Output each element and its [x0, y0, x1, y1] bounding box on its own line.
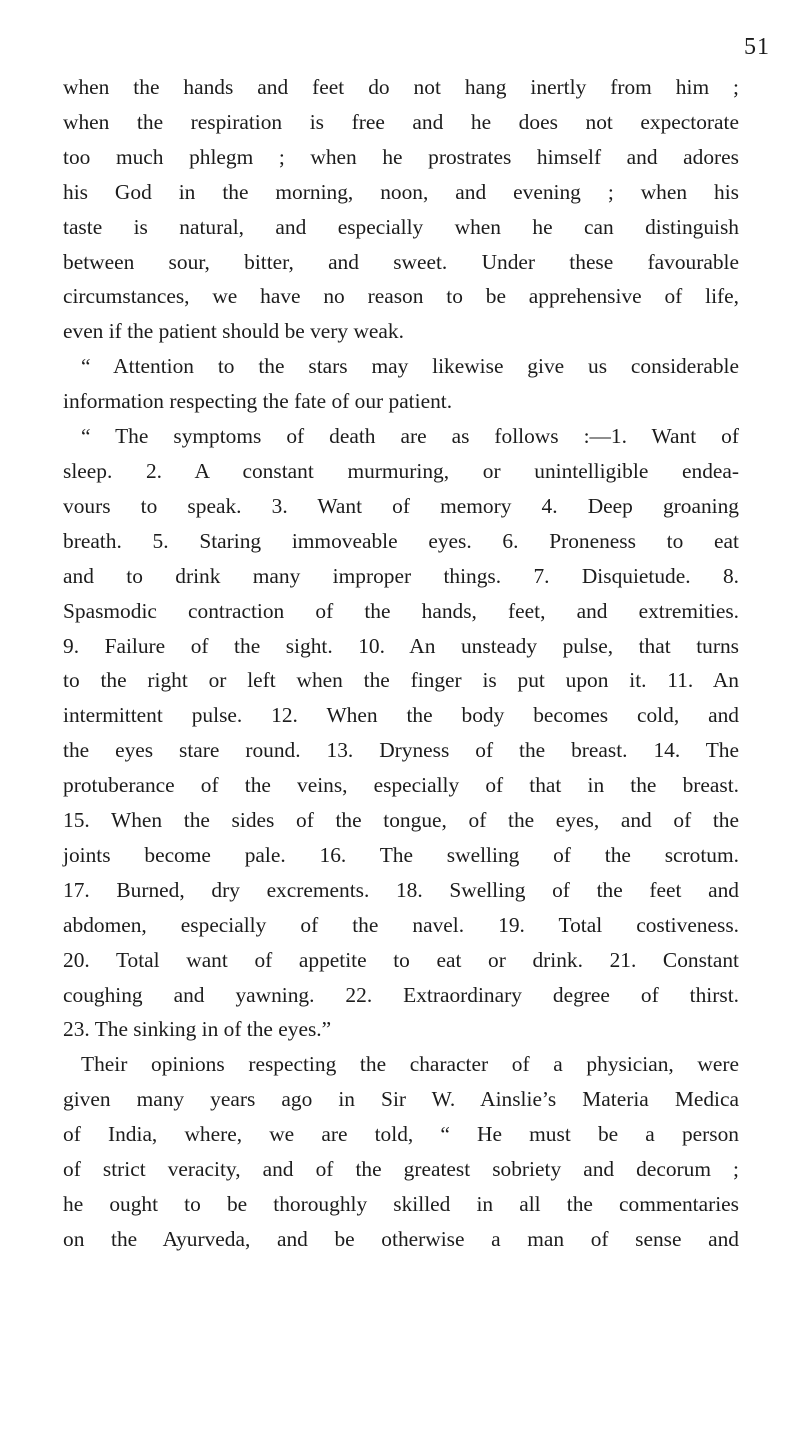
body-text	[63, 70, 739, 1257]
page-number: 51	[744, 34, 770, 60]
text-line: joints become pale. 16. The swelling of the scrotum.	[63, 842, 739, 867]
text-line: too much phlegm ; when he prostrates himself and adores	[63, 144, 739, 169]
text-line: “ Attention to the stars may likewise give us considerable	[81, 354, 739, 379]
text-line: even if the patient should be very weak.	[63, 319, 404, 344]
text-line: breath. 5. Staring immoveable eyes. 6. Proneness to eat	[63, 528, 739, 553]
text-line: on the Ayurveda, and be otherwise a man of sense and	[63, 1226, 739, 1251]
text-line: taste is natural, and especially when he can distinguish	[63, 214, 739, 239]
text-line: to the right or left when the finger is put upon it. 11. An	[63, 668, 739, 693]
text-line: 23. The sinking in of the eyes.”	[63, 1017, 332, 1042]
text-line: intermittent pulse. 12. When the body becomes cold, and	[63, 703, 739, 728]
text-line: he ought to be thoroughly skilled in all the commentaries	[63, 1192, 739, 1216]
text-line: of strict veracity, and of the greatest sobriety and decorum ;	[63, 1157, 739, 1182]
text-line: 17. Burned, dry excrements. 18. Swelling of the feet and	[63, 877, 739, 902]
text-line: and to drink many improper things. 7. Disquietude. 8.	[63, 563, 739, 588]
text-line: Their opinions respecting the character of a physician, were	[81, 1052, 739, 1077]
text-line: when the hands and feet do not hang inertly from him ;	[63, 75, 739, 99]
text-line: when the respiration is free and he does not expectorate	[63, 109, 739, 134]
text-line: of India, where, we are told, “ He must be a person	[63, 1122, 739, 1147]
text-line: between sour, bitter, and sweet. Under these favourable	[63, 249, 739, 274]
text-line: sleep. 2. A constant murmuring, or unintelligible endea-	[63, 458, 739, 483]
text-line: his God in the morning, noon, and evening ; when his	[63, 179, 739, 204]
text-line: given many years ago in Sir W. Ainslie’s Materia Medica	[63, 1087, 739, 1112]
text-line: Spasmodic contraction of the hands, feet, and extremities.	[63, 598, 739, 623]
text-line: coughing and yawning. 22. Extraordinary degree of thirst.	[63, 982, 739, 1007]
text-line: 9. Failure of the sight. 10. An unsteady pulse, that turns	[63, 633, 739, 658]
text-line: the eyes stare round. 13. Dryness of the breast. 14. The	[63, 738, 739, 763]
text-line: 15. When the sides of the tongue, of the eyes, and of the	[63, 808, 739, 833]
text-line: vours to speak. 3. Want of memory 4. Deep groaning	[63, 493, 739, 518]
text-line: abdomen, especially of the navel. 19. Total costiveness.	[63, 912, 739, 937]
text-line: protuberance of the veins, especially of that in the breast.	[63, 773, 739, 798]
text-line: 20. Total want of appetite to eat or drink. 21. Constant	[63, 947, 739, 972]
text-line: circumstances, we have no reason to be apprehensive of life,	[63, 284, 739, 309]
text-line: information respecting the fate of our patient.	[63, 389, 453, 414]
text-line: “ The symptoms of death are as follows :—1. Want of	[81, 424, 739, 449]
